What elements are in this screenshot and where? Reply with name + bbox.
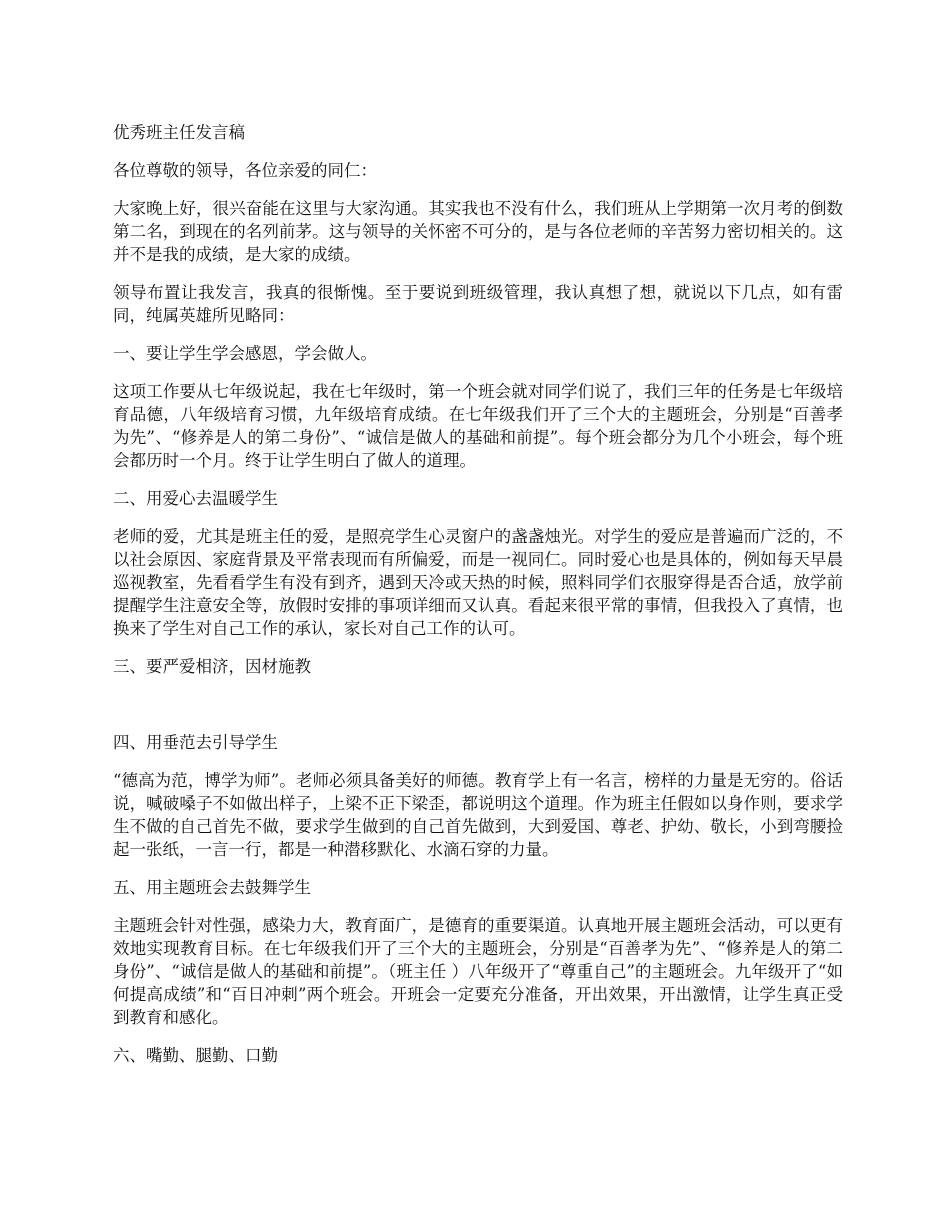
section-heading-1: 一、要让学生学会感恩，学会做人。 [113,344,377,363]
section-heading-5: 五、用主题班会去鼓舞学生 [113,878,311,897]
section-body-2: 老师的爱，尤其是班主任的爱，是照亮学生心灵窗户的盏盏烛光。对学生的爱应是普遍而广泛的，不以社会原因、家庭背景及平常表现而有所偏爱，而是一视同仁。同时爱心也是具体的，例如每天早晨巡视教室，先看看学生有没有到齐，遇到天冷或天热的时候，照料同学们衣服穿得是否合适，放学前提醒学生注意安全等，放假时安排的事项详细而又认真。看起来很平常的事情，但我投入了真情，也换来了学生对自己工作的承认，家长对自己工作的认可。 [113,527,843,638]
section-heading-2: 二、用爱心去温暖学生 [113,489,278,508]
section-body-4: “德高为范，博学为师”。老师必须具备美好的师德。教育学上有一名言，榜样的力量是无穷的。俗话说，喊破嗓子不如做出样子，上梁不正下梁歪，都说明这个道理。作为班主任假如以身作则，要求学生不做的自己首先不做，要求学生做到的自己首先做到，大到爱国、尊老、护幼、敬长，小到弯腰捡起一张纸，一言一行，都是一种潜移默化、水滴石穿的力量。 [113,771,843,859]
opening-paragraph: 大家晚上好，很兴奋能在这里与大家沟通。其实我也不没有什么，我们班从上学期第一次月考的倒数第二名，到现在的名列前茅。这与领导的关怀密不可分的，是与各位老师的辛苦努力密切相关的。这并不是我的成绩，是大家的成绩。 [113,199,843,264]
section-heading-6: 六、嘴勤、腿勤、口勤 [113,1046,278,1065]
section-body-1: 这项工作要从七年级说起，我在七年级时，第一个班会就对同学们说了，我们三年的任务是七年级培育品德，八年级培育习惯，九年级培育成绩。在七年级我们开了三个大的主题班会，分别是“百善孝为先”、“修养是人的第二身份”、“诚信是做人的基础和前提”。每个班会都分为几个小班会，每个班会都历时一个月。终于让学生明白了做人的道理。 [113,382,843,470]
document-title: 优秀班主任发言稿 [113,123,245,142]
section-body-5: 主题班会针对性强，感染力大，教育面广，是德育的重要渠道。认真地开展主题班会活动，可以更有效地实现教育目标。在七年级我们开了三个大的主题班会，分别是“百善孝为先”、“修养是人的第二身份”、“诚信是做人的基础和前提”。（班主任 ）八年级开了“尊重自己”的主题班会。九年级开了“如何提高成绩”和“百日冲刺”两个班会。开班会一定要充分准备，开出效果，开出激情，让学生真正受到教育和感化。 [113,916,843,1027]
intro-paragraph: 领导布置让我发言，我真的很惭愧。至于要说到班级管理，我认真想了想，就说以下几点，如有雷同，纯属英雄所见略同： [113,283,843,325]
section-heading-4: 四、用垂范去引导学生 [113,733,278,752]
document-body [113,121,843,1082]
section-heading-3: 三、要严爱相济，因材施教 [113,657,311,676]
greeting-paragraph: 各位尊敬的领导，各位亲爱的同仁： [113,161,377,180]
